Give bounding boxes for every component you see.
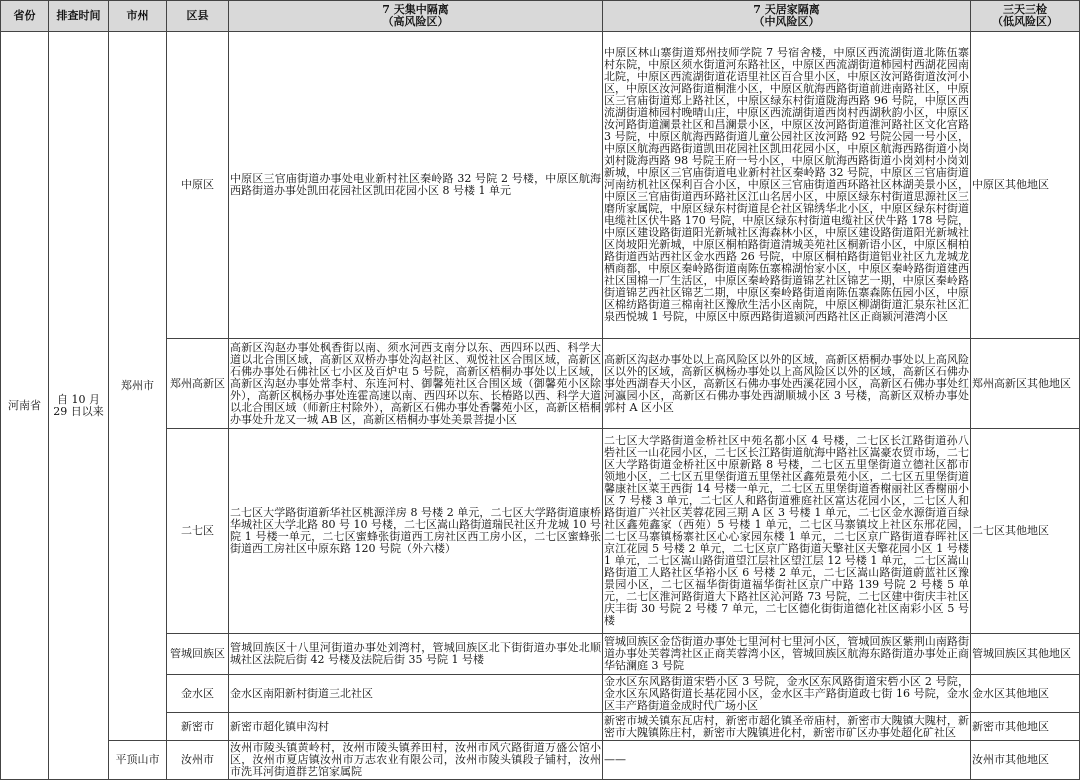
table-row <box>1 741 1080 780</box>
low-risk-cell <box>971 32 1080 339</box>
medium-risk-text: 新密市城关镇东瓦店村，新密市超化镇圣帝庙村，新密市大隗镇大隗村，新密市大隗镇陈庄村，新密市大隗镇进化村，新密市矿区办事处超化矿社区 <box>604 714 969 739</box>
medium-risk-text: —— <box>604 754 626 766</box>
low-risk-text: 金水区其他地区 <box>972 687 1049 700</box>
high-risk-text: 管城回族区十八里河街道办事处刘湾村，管城回族区北下街街道办事处北顺城社区法院后街 42 号楼及法院后街 35 号院 1 号楼 <box>230 642 601 666</box>
header-low-risk <box>971 1 1080 32</box>
high-risk-text: 中原区三官庙街道办事处电业新村社区秦岭路 32 号院 2 号楼，中原区航海西路街道办事处凯田花园社区凯田花园小区 8 号楼 1 单元 <box>230 173 601 197</box>
low-risk-cell <box>971 339 1080 429</box>
header-high-risk <box>229 1 603 32</box>
district-name: 管城回族区 <box>170 648 225 660</box>
high-risk-cell <box>229 713 603 741</box>
header-city: 市州 <box>109 1 167 32</box>
high-risk-text: 新密市超化镇申沟村 <box>230 720 329 733</box>
header-low-risk-sub: （低风险区） <box>992 15 1058 28</box>
low-risk-text: 管城回族区其他地区 <box>972 648 1071 660</box>
medium-risk-text: 中原区林山寨街道郑州技师学院 7 号宿舍楼，中原区西流湖街道北陈伍寨村东院，中原区须水街道河东路社区，中原区西流湖街道柿园村西湖花园南北院，中原区西流湖街道花语里社区百合里小区，中原区汝河路街道汝河小区，中原区汝河路街道桐淮小区，中原区航海西路街道前进南路社区，中原区三官庙街道郑上路社区，中原区绿东村街道陇海西路 96 号院，中原区西流湖街道柿园村晚晴山庄，中原区西流湖街道西岗村西湖秋韵小区，中原区汝河路街道澜景社区和昌澜景小区，中原区汝河路街道淮河路社区文化宫路 3 号院，中原区航海西路街道儿童公园社区汝河路 92 号院公园一号小区，中原区航海西路街道凯田花园社区凯田花园小区，中原区航海西路街道小岗刘村陇海西路 98 号院王府一号小区，中原区航海西路街道小岗刘村小岗刘新城，中原区三官庙街道电业新村社区秦岭路 32 号院，中原区三官庙街道河南纺机社区保利百合小区，中原区三官庙街道西环路社区林湖美景小区，中原区三官庙街道西环路社区江山名居小区，中原区绿东村街道思源社区三磨所家属院，中原区绿东村街道昆仑社区锦绣华北小区，中原区绿东村街道电缆社区伏牛路 170 号院，中原区绿东村街道电缆社区伏牛路 178 号院，中原区建设路街道阳光新城社区海森林小区，中原区建设路街道阳光新城社区岗坡阳光新城，中原区桐柏路街道清城美苑社区桐新语小区，中原区桐柏路街道西站西社区金水西路 26 号院，中原区桐柏路街道铝业社区九龙城龙栖商都，中原区秦岭路街道南陈伍寨棉湖怡家小区，中原区秦岭路街道建西社区国棉一厂生活区，中原区秦岭路街道锦艺社区锦艺一期，中原区秦岭路街道锦艺西社区锦艺二期，中原区秦岭路街道南陈伍寨森陈伍园小区，中原区棉纺路街道三棉南社区豫欣生活小区南院，中原区柳湖街道汇泉东社区汇泉西悦城 1 号院，中原区中原西路街道颍河西路社区正商颍河港湾小区 <box>604 47 969 323</box>
medium-risk-cell <box>603 32 971 339</box>
header-high-risk-title: 7 天集中隔离 <box>382 3 449 16</box>
high-risk-text: 金水区南阳新村街道三北社区 <box>230 687 373 700</box>
low-risk-text: 中原区其他地区 <box>972 179 1049 191</box>
high-risk-cell <box>229 429 603 634</box>
header-row <box>1 1 1080 32</box>
medium-risk-text: 二七区大学路街道金桥社区中苑名都小区 4 号楼，二七区长江路街道孙八砦社区一山花园小区，二七区长江路街道航海中路社区嵩豪农贸市场，二七区大学路街道金桥社区中原新路 8 号楼，二七区五里堡街道立德社区都市领地小区，二七区五里堡街道五里堡社区鑫苑景苑小区，二七区五里堡街道馨康社区菜王西街 14 号楼一单元，二七区五里堡街道香榭丽社区香榭丽小区 7 号楼 3 单元，二七区人和路街道雅庭社区富达花园小区，二七区人和路街道广兴社区芙蓉花园三期 A 区 3 号楼 1 单元，二七区金水源街道百绿社区鑫苑鑫家（西苑）5 号楼 1 单元，二七区马寨镇坟上社区东邢花园，二七区马寨镇杨寨社区心心家园东楼 1 单元，二七区京广路街道春晖社区京江花园 5 号楼 2 单元，二七区京广路街道天擎社区天擎花园小区 1 号楼 1 单元，二七区嵩山路街道望江层社区望江层 12 号楼 1 单元，二七区嵩山路街道工人路社区华裕小区 6 号楼 2 单元，二七区嵩山路街道蔚蓝社区豫景园小区，二七区福华街街道福华街社区京广中路 139 号院 2 号楼 5 单元，二七区淮河路街道大下路社区沁河路 73 号院，二七区建中街庆丰社区庆丰街 30 号院 2 号楼 7 单元，二七区德化街街道德化社区南彩小区 5 号楼 <box>604 435 969 627</box>
medium-risk-cell <box>603 675 971 713</box>
city-cell-pingdingshan: 平顶山市 <box>109 741 167 780</box>
district-cell <box>167 713 229 741</box>
low-risk-cell <box>971 713 1080 741</box>
high-risk-text: 二七区大学路街道新华社区桃源洋房 8 号楼 2 单元，二七区大学路街道康桥华城社区大学北路 80 号 10 号楼，二七区嵩山路街道瑞民社区升龙城 10 号院 1 号楼一单元，二七区蜜蜂张街道西工房社区西工房小区，二七区蜜蜂张街道西工房社区中原东路 120 号院（外六楼） <box>230 507 601 555</box>
header-province: 省份 <box>1 1 49 32</box>
district-name: 金水区 <box>181 687 214 700</box>
district-cell <box>167 429 229 634</box>
medium-risk-text: 管城回族区金岱街道办事处七里河村七里河小区，管城回族区紫荆山南路街道办事处芙蓉湾社区正商芙蓉湾小区，管城回族区航海东路街道办事处正商华钻澜庭 3 号院 <box>604 636 969 672</box>
medium-risk-text: 高新区沟赵办事处以上高风险区以外的区域，高新区梧桐办事处以上高风险区以外的区域，高新区枫杨办事处以上高风险区以外的区域，高新区石佛办事处西湖春天小区，高新区石佛办事处西溪花园小区，高新区石佛办事处红河瀛园小区，高新区石佛办事处西湖顺城小区 3 号楼，高新区双桥办事处郭村 A 区小区 <box>604 353 969 414</box>
medium-risk-cell <box>603 429 971 634</box>
high-risk-text: 高新区沟赵办事处枫香街以南、须水河西支南分以东、西四环以西、科学大道以北合围区域，高新区双桥办事处沟赵社区、观悦社区合围区域，高新区石佛办事处石佛社区七小区及百炉屯 5 号院，高新区梧桐办事处以上区域，高新区沟赵办事处常李村、东连河村、御馨苑社区合围区域（御馨苑小区除外），高新区枫杨办事处连霍高速以南、西四环以东、长椿路以西、科学大道以北合围区域（师新庄村除外），高新区石佛办事处香馨苑小区，高新区梧桐办事处升龙又一城 AB 区，高新区梧桐办事处美景菩提小区 <box>230 341 601 426</box>
header-medium-risk-sub: （中风险区） <box>753 15 820 28</box>
district-cell <box>167 339 229 429</box>
low-risk-text: 汝州市其他地区 <box>972 754 1049 766</box>
high-risk-cell <box>229 339 603 429</box>
low-risk-text: 郑州高新区其他地区 <box>972 377 1071 390</box>
low-risk-cell <box>971 675 1080 713</box>
district-name: 中原区 <box>181 179 214 191</box>
high-risk-cell <box>229 741 603 780</box>
high-risk-cell <box>229 634 603 675</box>
province-cell: 河南省 <box>1 32 49 780</box>
header-check-time: 排查时间 <box>49 1 109 32</box>
table-row <box>1 32 1080 339</box>
header-low-risk-title: 三天三检 <box>1003 3 1047 16</box>
district-cell <box>167 634 229 675</box>
medium-risk-cell <box>603 741 971 780</box>
district-name: 新密市 <box>181 720 214 733</box>
district-name: 汝州市 <box>181 754 214 766</box>
header-medium-risk <box>603 1 971 32</box>
medium-risk-text: 金水区东风路街道宋砦小区 3 号院，金水区东风路街道宋砦小区 2 号院，金水区东风路街道长基花园小区，金水区丰产路街道政七街 16 号院，金水区丰产路街道金成时代广场小区 <box>604 675 969 712</box>
low-risk-text: 二七区其他地区 <box>972 525 1049 537</box>
low-risk-cell <box>971 429 1080 634</box>
high-risk-text: 汝州市陵头镇黄岭村，汝州市陵头镇养田村，汝州市风穴路街道万盛公馆小区，汝州市夏店镇汝州市万志农业有限公司，汝州市陵头镇段子铺村，汝州市洗耳河街道群艺馆家属院 <box>230 742 601 778</box>
check-time-cell: 自 10 月 29 日以来 <box>49 32 109 780</box>
district-cell <box>167 32 229 339</box>
district-name: 二七区 <box>181 525 214 537</box>
medium-risk-cell <box>603 634 971 675</box>
header-high-risk-sub: （高风险区） <box>382 15 449 28</box>
high-risk-cell <box>229 675 603 713</box>
district-cell <box>167 741 229 780</box>
header-medium-risk-title: 7 天居家隔离 <box>753 3 820 16</box>
district-name: 郑州高新区 <box>170 377 225 390</box>
low-risk-text: 新密市其他地区 <box>972 720 1049 733</box>
medium-risk-cell <box>603 713 971 741</box>
low-risk-cell <box>971 634 1080 675</box>
high-risk-cell <box>229 32 603 339</box>
medium-risk-cell <box>603 339 971 429</box>
city-cell-zhengzhou: 郑州市 <box>109 32 167 741</box>
district-cell <box>167 675 229 713</box>
low-risk-cell <box>971 741 1080 780</box>
header-district: 区县 <box>167 1 229 32</box>
